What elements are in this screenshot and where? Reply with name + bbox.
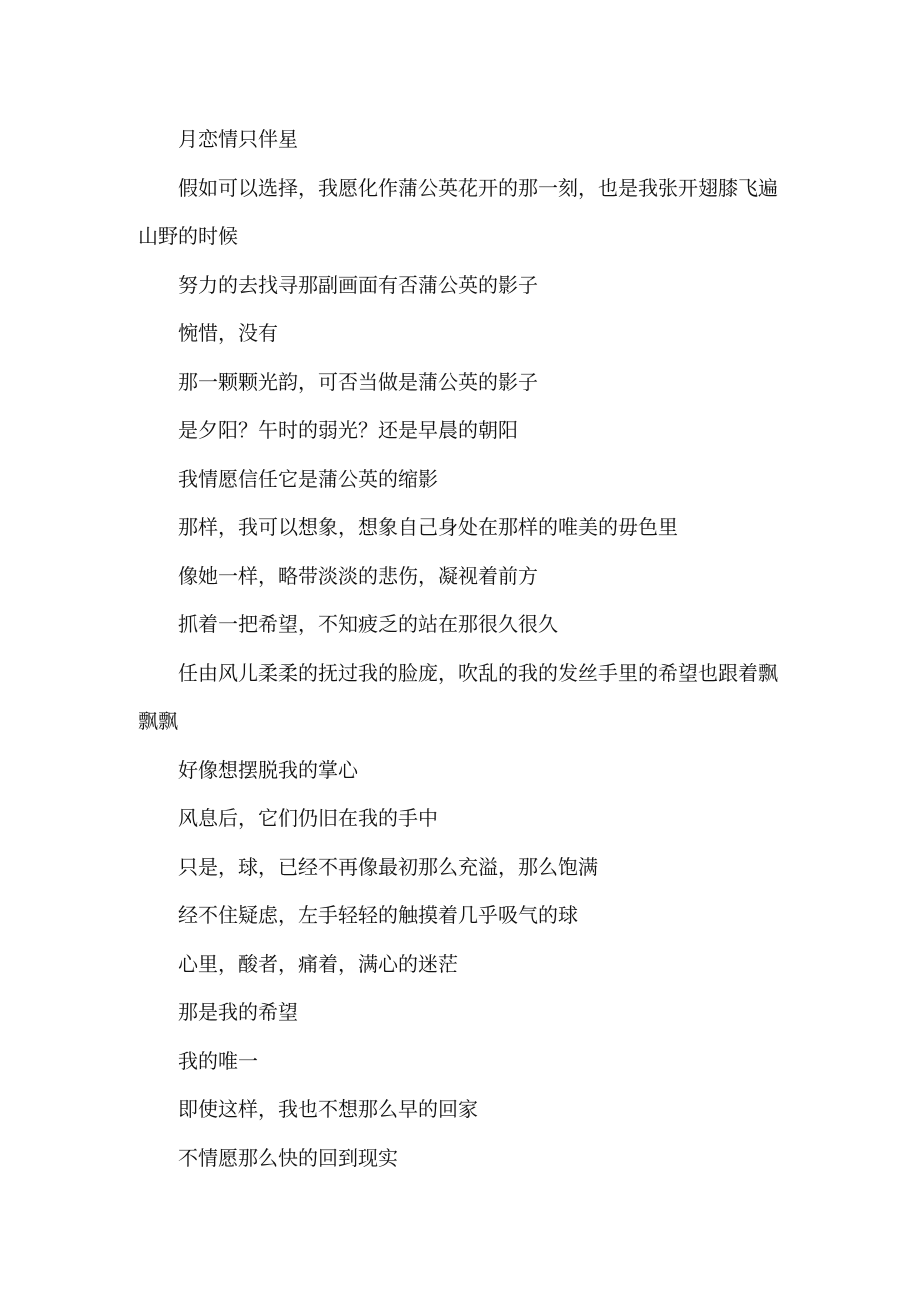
paragraph-4: 惋惜，没有: [178, 321, 278, 345]
document-body: [138, 115, 778, 1182]
paragraph-10: 抓着一把希望，不知疲乏的站在那很久很久: [178, 612, 558, 636]
paragraph-16: 心里，酸者，痛着，满心的迷茫: [178, 951, 458, 976]
paragraph-5: 那一颗颗光韵，可否当做是蒲公英的影子: [178, 369, 538, 394]
paragraph-17: 那是我的希望: [178, 1000, 298, 1024]
paragraph-20: 不情愿那么快的回到现实: [178, 1145, 398, 1170]
paragraph-14: 只是，球，已经不再像最初那么充溢，那么饱满: [178, 854, 598, 879]
paragraph-1: 月恋情只伴星: [178, 127, 298, 151]
paragraph-3: 努力的去找寻那副画面有否蒲公英的影子: [178, 272, 538, 297]
paragraph-8: 那样，我可以想象，想象自己身处在那样的唯美的毋色里: [178, 515, 678, 539]
paragraph-11: 任由风儿柔柔的抚过我的脸庞，吹乱的我的发丝手里的希望也跟着飘飘飘: [138, 660, 778, 733]
paragraph-12: 好像想摆脱我的掌心: [178, 757, 358, 782]
paragraph-7: 我情愿信任它是蒲公英的缩影: [178, 466, 438, 491]
paragraph-15: 经不住疑虑，左手轻轻的触摸着几乎吸气的球: [178, 903, 578, 927]
paragraph-13: 风息后，它们仍旧在我的手中: [178, 806, 438, 830]
paragraph-9: 像她一样，略带淡淡的悲伤，凝视着前方: [178, 563, 538, 588]
paragraph-19: 即使这样，我也不想那么早的回家: [178, 1097, 478, 1121]
paragraph-6: 是夕阳？午时的弱光？还是早晨的朝阳: [178, 418, 518, 442]
paragraph-18: 我的唯一: [178, 1048, 258, 1073]
paragraph-2: 假如可以选择，我愿化作蒲公英花开的那一刻，也是我张开翅膝飞遍山野的时候: [138, 175, 778, 248]
